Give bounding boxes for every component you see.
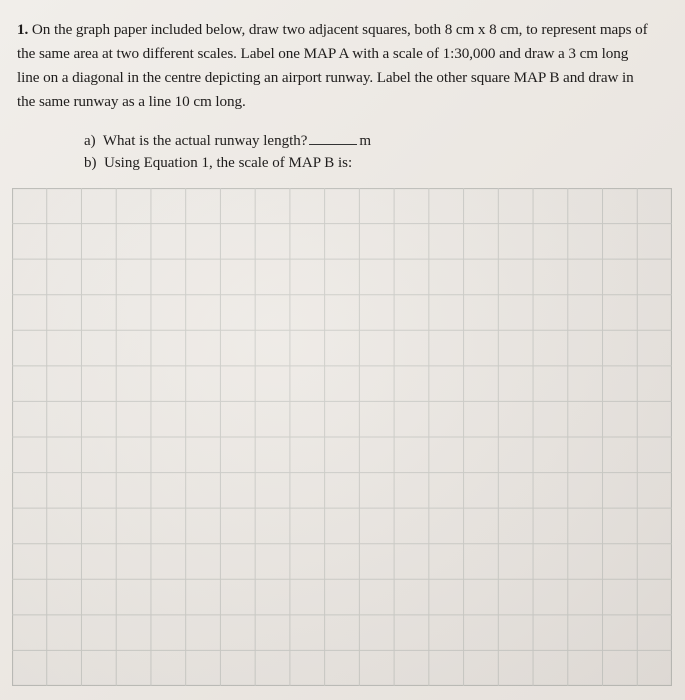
graph-paper-grid (12, 188, 672, 686)
graph-paper[interactable] (12, 188, 672, 686)
question-1 (17, 18, 672, 114)
subquestion-a-marker: a) (84, 133, 96, 149)
subquestion-a-text: What is the actual runway length? (102, 133, 308, 149)
question-text-line-1: On the graph paper included below, draw two adjacent squares, both 8 cm x 8 cm, to represent maps of (31, 21, 648, 38)
question-text-line-2: the same area at two different scales. Label one MAP A with a scale of 1:30,000 and draw a 3 cm long (17, 45, 629, 62)
subquestion-b-marker: b) (84, 155, 97, 171)
question-text-line-4: the same runway as a line 10 cm long. (17, 93, 246, 110)
question-number: 1. (17, 21, 29, 38)
subquestion-b (84, 155, 352, 172)
question-text-line-3: line on a diagonal in the centre depicting an airport runway. Label the other square MAP B and draw in (17, 69, 634, 86)
answer-unit: m (359, 133, 372, 149)
answer-blank[interactable] (309, 131, 357, 145)
question-line-1 (17, 18, 672, 42)
subquestion-a (84, 131, 371, 150)
subquestion-b-text: Using Equation 1, the scale of MAP B is: (104, 155, 353, 171)
